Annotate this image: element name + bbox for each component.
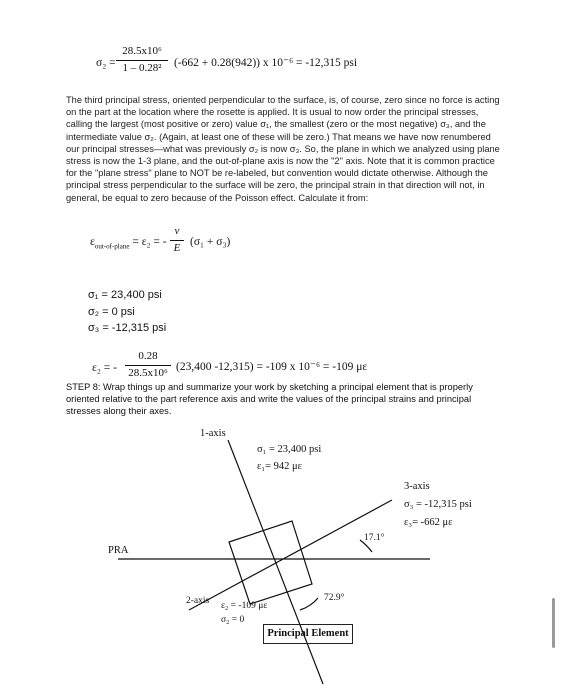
element-square [229,521,312,604]
eq2-lhs-sub: out-of-plane [94,242,130,251]
axis1-stress: σ₁ = 23,400 psi [257,444,322,455]
axis1-label: 1-axis [200,428,226,439]
angle-72-label: 72.9° [324,593,345,603]
eq3-rhs: (23,400 -12,315) = -109 x 10⁻⁶ = -109 με [176,361,368,373]
principal-element-title: Principal Element [263,624,353,644]
explanation-paragraph: The third principal stress, oriented perpendicular to the surface, is, of course, zero since no force is acting on the part at the location where the rosette is applied. It is usual to now order the principal stresses, calling the largest (most positive or zero) value σ₁, the smallest (zero or the most negative) σ₃, and the intermediate value σ₂. (Again, at least one of these will be zero.) That means we have now renumbered our principal stresses—what was previously σ₂ is now σ₃. So, the plane in which we analyzed using plane stress is now the 1-3 plane, and the out-of-plane axis is now the "2" axis. Note that it is common practice for the "plane stress" plane to NOT be re-labeled, but convention would dictate otherwise. Although the principal stress perpendicular to the surface will be zero, the principal strain in that direction will not, in general, be equal to zero because of the Poisson effect. Calculate it from: [66,95,500,203]
axis2-strain: ε₂ = -109 με [221,601,268,611]
axis3-stress: σ₃ = -12,315 psi [404,499,472,510]
eq2-denominator: E [173,242,181,254]
pra-label: PRA [108,545,129,556]
eq3-numerator: 0.28 [138,350,158,362]
axis-3-line [189,500,392,610]
eq1-numerator: 28.5x10⁶ [122,45,162,57]
eq1-lhs: σ₂ = [96,57,116,69]
axis2-stress: σ₂ = 0 [221,615,245,625]
angle-17-label: 17.1° [364,533,385,543]
eq3-denominator: 28.5x10⁶ [128,367,168,379]
axis3-label: 3-axis [404,481,430,492]
axis2-label: 2-axis [186,596,210,606]
eq3-lhs: ε₂ = - [92,362,117,374]
eq2-rhs: (σ₁ + σ₃) [190,236,231,248]
axis3-strain: ε₃= -662 με [404,517,453,528]
eq1-denominator: 1 – 0.28² [122,62,162,74]
eq2-lhs: ε [90,236,95,248]
eq2-numerator: ν [174,225,180,237]
axis1-strain: ε₁= 942 με [257,461,303,472]
value-sigma2: σ₂ = 0 psi [88,306,135,318]
value-sigma1: σ₁ = 23,400 psi [88,289,162,301]
vertical-scrollbar[interactable] [552,598,555,648]
eq2-mid: = ε₂ = - [132,236,167,248]
value-sigma3: σ₃ = -12,315 psi [88,322,167,334]
angle-arc-72 [300,598,318,610]
step8-text: STEP 8: Wrap things up and summarize your work by sketching a principal element that is properly oriented relative to the part reference axis and write the values of the principal strains and principal stresses along their axes. [66,382,473,417]
eq1-rhs: (-662 + 0.28(942)) x 10⁻⁶ = -12,315 psi [174,57,358,69]
axis-1-line [228,440,323,684]
